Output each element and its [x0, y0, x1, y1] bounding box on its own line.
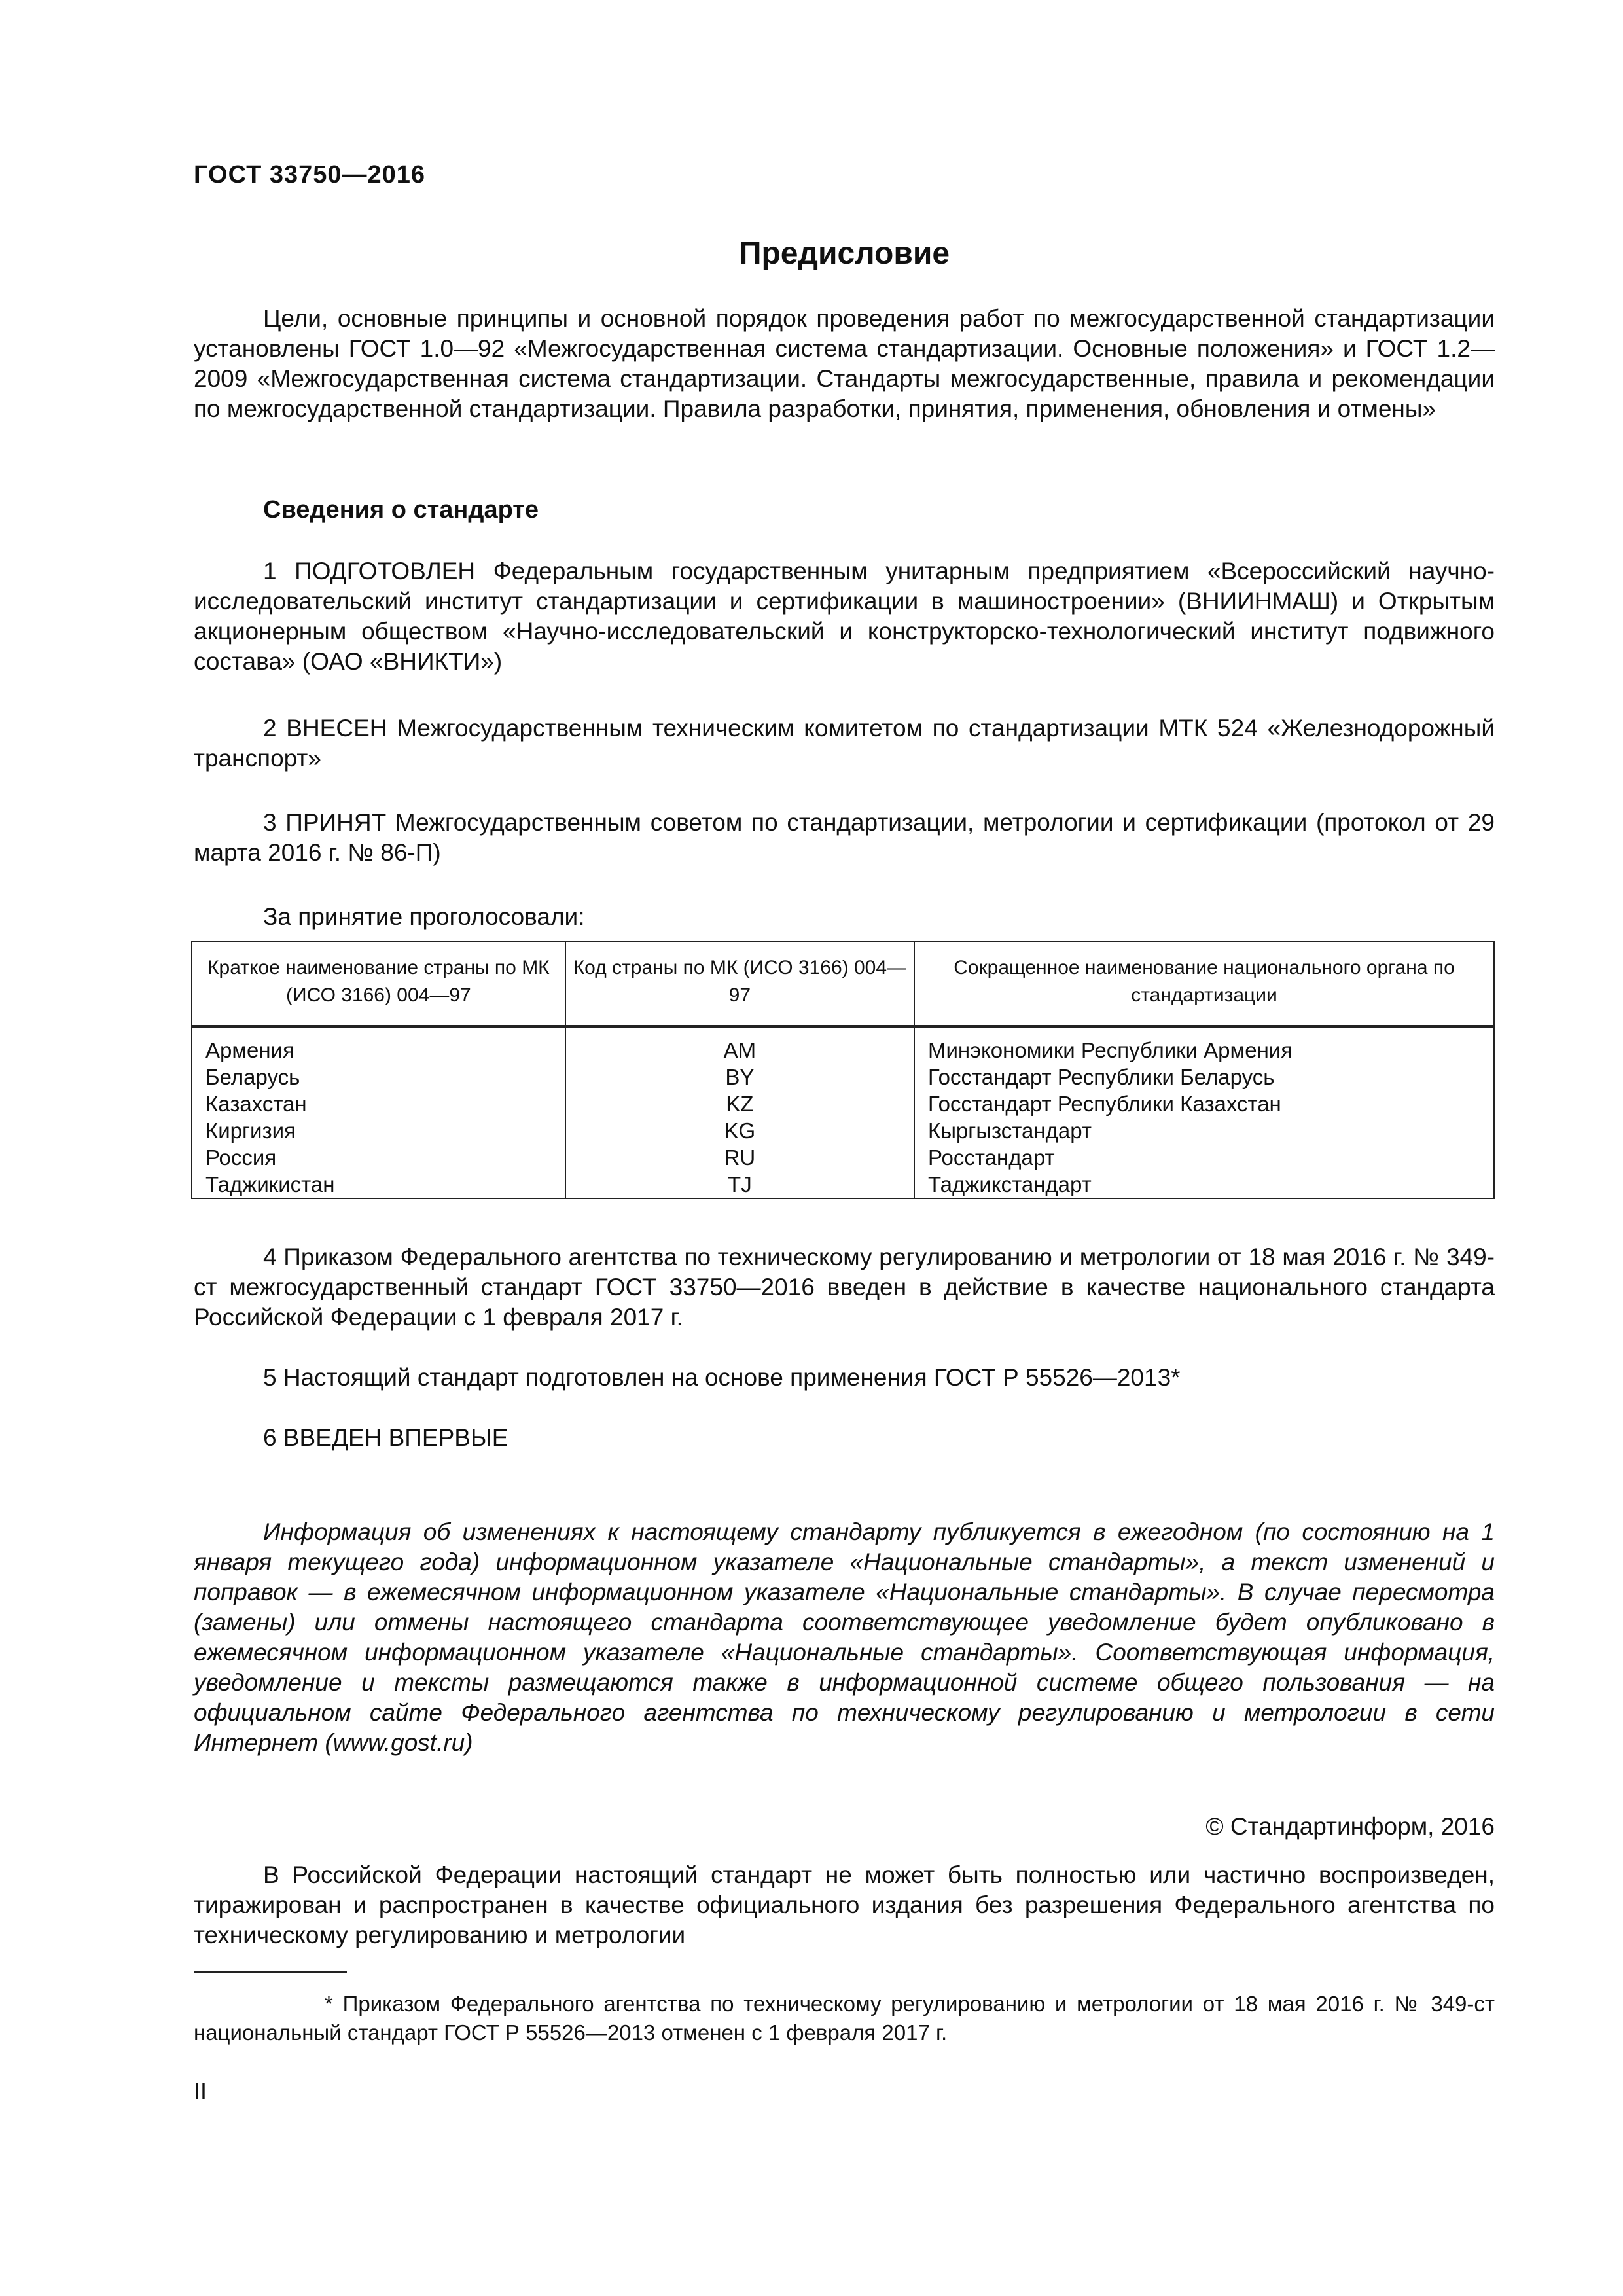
table-cell-body: Кыргызстандарт: [914, 1117, 1494, 1144]
table-row: [192, 1171, 1494, 1198]
table-row: [192, 1064, 1494, 1090]
item-4-text: 4 Приказом Федерального агентства по техническому регулированию и метрологии от 18 мая 2016 г. № 349-ст межгосударственный стандарт ГОСТ 33750—2016 введен в действие в качестве национального стандарта Российской Федерации с 1 февраля 2017 г.: [194, 1244, 1495, 1331]
table-cell-body: Госстандарт Республики Казахстан: [914, 1090, 1494, 1117]
section-subtitle: Сведения о стандарте: [263, 496, 539, 524]
item-1-text: 1 ПОДГОТОВЛЕН Федеральным государственным унитарным предприятием «Всероссийский научно-исследовательский институт стандартизации и сертификации в машиностроении» (ВНИИНМАШ) и Открытым акционерным обществом «Научно-исследовательский и конструкторско-технологический институт подвижного состава» (ОАО «ВНИКТИ»): [194, 558, 1495, 675]
document-code: ГОСТ 33750—2016: [194, 161, 426, 188]
change-info: [194, 1517, 1495, 1758]
item-1: [194, 556, 1495, 677]
table-header-row: [192, 942, 1494, 1026]
change-info-text: Информация об изменениях к настоящему стандарту публикуется в ежегодном (по состоянию на 1 января текущего года) информационном указателе «Национальные стандарты», а текст изменений и поправок — в ежемесячном информационном указателе «Национальные стандарты». В случае пересмотра (замены) или отмены настоящего стандарта соответствующее уведомление будет опубликовано в ежемесячном информационном указателе «Национальные стандарты». Соответствующая информация, уведомление и тексты размещаются также в информационной системе общего пользования — на официальном сайте Федерального агентства по техническому регулированию и метрологии в сети Интернет (www.gost.ru): [194, 1518, 1495, 1756]
table-header-code: Код страны по МК (ИСО 3166) 004—97: [565, 942, 914, 1026]
table-cell-country: Таджикистан: [192, 1171, 565, 1198]
item-3-text: 3 ПРИНЯТ Межгосударственным советом по стандартизации, метрологии и сертификации (протокол от 29 марта 2016 г. № 86-П): [194, 809, 1495, 866]
rights-notice: [194, 1860, 1495, 1950]
item-2: [194, 713, 1495, 774]
item-6-text: 6 ВВЕДЕН ВПЕРВЫЕ: [263, 1424, 508, 1451]
table-cell-country: Киргизия: [192, 1117, 565, 1144]
rights-notice-text: В Российской Федерации настоящий стандарт не может быть полностью или частично воспроизведен, тиражирован и распространен в качестве официального издания без разрешения Федерального агентства по техническому регулированию и метрологии: [194, 1861, 1495, 1948]
table-separator: [192, 1026, 1494, 1037]
footnote-divider: [194, 1971, 347, 1973]
table-cell-code: KG: [565, 1117, 914, 1144]
table-cell-code: KZ: [565, 1090, 914, 1117]
table-header-country: Краткое наименование страны по МК (ИСО 3166) 004—97: [192, 942, 565, 1026]
table-cell-code: RU: [565, 1144, 914, 1171]
vote-label-text: За принятие проголосовали:: [263, 903, 585, 930]
table-cell-country: Армения: [192, 1037, 565, 1064]
item-3: [194, 808, 1495, 868]
intro-text: Цели, основные принципы и основной порядок проведения работ по межгосударственной стандартизации установлены ГОСТ 1.0—92 «Межгосударственная система стандартизации. Основные положения» и ГОСТ 1.2—2009 «Межгосударственная система стандартизации. Стандарты межгосударственные, правила и рекомендации по межгосударственной стандартизации. Правила разработки, принятия, применения, обновления и отмены»: [194, 305, 1495, 422]
footnote: [194, 1990, 1495, 2047]
item-4: [194, 1242, 1495, 1333]
intro-paragraph: [194, 304, 1495, 424]
table-cell-body: Росстандарт: [914, 1144, 1494, 1171]
table-row: [192, 1037, 1494, 1064]
table-cell-country: Россия: [192, 1144, 565, 1171]
voting-table: [191, 941, 1495, 1199]
footnote-text: * Приказом Федерального агентства по техническому регулированию и метрологии от 18 мая 2016 г. № 349-ст национальный стандарт ГОСТ Р 55526—2013 отменен с 1 февраля 2017 г.: [194, 1992, 1495, 2045]
table-cell-code: BY: [565, 1064, 914, 1090]
page-number: II: [194, 2077, 207, 2104]
table-row: [192, 1144, 1494, 1171]
table-cell-body: Таджикстандарт: [914, 1171, 1494, 1198]
table-cell-country: Беларусь: [192, 1064, 565, 1090]
table-cell-code: AM: [565, 1037, 914, 1064]
item-5-text: 5 Настоящий стандарт подготовлен на основе применения ГОСТ Р 55526—2013*: [263, 1364, 1181, 1391]
page-title: Предисловие: [738, 236, 950, 271]
item-5: [194, 1363, 1495, 1393]
table-cell-country: Казахстан: [192, 1090, 565, 1117]
table-cell-body: Госстандарт Республики Беларусь: [914, 1064, 1494, 1090]
table-cell-body: Минэкономики Республики Армения: [914, 1037, 1494, 1064]
vote-label: [194, 902, 1495, 932]
table-row: [192, 1117, 1494, 1144]
table-cell-code: TJ: [565, 1171, 914, 1198]
table-row: [192, 1090, 1494, 1117]
item-2-text: 2 ВНЕСЕН Межгосударственным техническим комитетом по стандартизации МТК 524 «Железнодорожный транспорт»: [194, 715, 1495, 772]
table-header-body: Сокращенное наименование национального органа по стандартизации: [914, 942, 1494, 1026]
copyright: © Стандартинформ, 2016: [1205, 1813, 1495, 1840]
item-6: [194, 1423, 1495, 1453]
